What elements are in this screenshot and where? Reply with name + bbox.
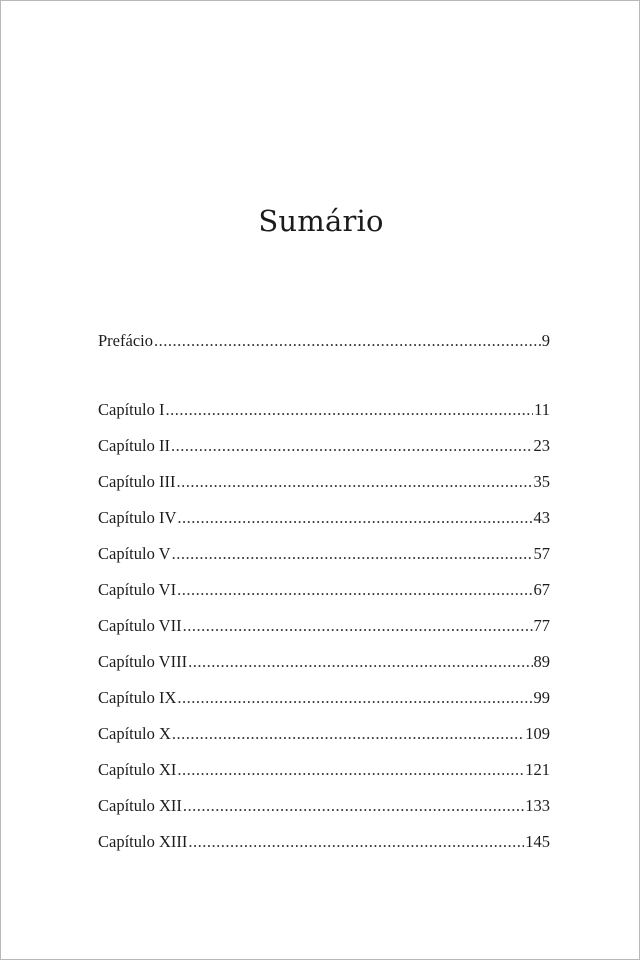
toc-entry-label: Capítulo XIII: [98, 832, 188, 851]
toc-entry-page: 133: [525, 796, 550, 815]
toc-entry-page: 77: [533, 616, 550, 635]
toc-entry-label: Prefácio: [98, 331, 153, 350]
toc-entry-page: 89: [533, 652, 550, 671]
toc-entry-chapter: [98, 752, 550, 788]
toc-entry-chapter: [98, 428, 550, 464]
toc-entry-chapter: [98, 500, 550, 536]
dot-leader: [188, 824, 524, 860]
toc-entry-label: Capítulo VIII: [98, 652, 188, 671]
toc-entry-label: Capítulo X: [98, 724, 171, 743]
toc-entry-page: 11: [534, 400, 550, 419]
toc-entry-label: Capítulo III: [98, 472, 176, 491]
dot-leader: [165, 392, 533, 428]
toc-entry-chapter: [98, 644, 550, 680]
dot-leader: [172, 716, 524, 752]
toc-entry-label: Capítulo XI: [98, 760, 177, 779]
toc-entry-label: Capítulo VII: [98, 616, 182, 635]
dot-leader: [176, 464, 532, 500]
toc-entry-label: Capítulo VI: [98, 580, 177, 599]
toc-entry-label: Capítulo IV: [98, 508, 177, 527]
toc-entry-label: Capítulo IX: [98, 688, 177, 707]
dot-leader: [177, 500, 532, 536]
toc-entry-chapter: [98, 572, 550, 608]
toc-entry-preface: [98, 323, 550, 359]
dot-leader: [154, 323, 541, 359]
page-title: Sumário: [258, 204, 384, 238]
toc-entry-page: 109: [525, 724, 550, 743]
toc-chapters-section: [98, 392, 550, 860]
toc-entry-label: Capítulo II: [98, 436, 170, 455]
toc-entry-chapter: [98, 788, 550, 824]
dot-leader: [172, 536, 533, 572]
toc-entry-page: 23: [533, 436, 550, 455]
toc-entry-page: 57: [533, 544, 550, 563]
toc-entry-page: 99: [533, 688, 550, 707]
toc-entry-chapter: [98, 464, 550, 500]
toc-entry-page: 121: [525, 760, 550, 779]
toc-entry-page: 67: [533, 580, 550, 599]
toc-entry-chapter: [98, 716, 550, 752]
toc-entry-chapter: [98, 536, 550, 572]
dot-leader: [183, 788, 524, 824]
toc-entry-page: 35: [533, 472, 550, 491]
toc-entry-chapter: [98, 680, 550, 716]
toc-entry-label: Capítulo V: [98, 544, 171, 563]
dot-leader: [177, 572, 532, 608]
toc-entry-page: 43: [533, 508, 550, 527]
dot-leader: [183, 608, 533, 644]
toc-entry-chapter: [98, 608, 550, 644]
dot-leader: [171, 428, 533, 464]
toc-entry-page: 145: [525, 832, 550, 851]
toc-entry-page: 9: [541, 331, 550, 350]
toc-entry-label: Capítulo XII: [98, 796, 182, 815]
toc-entry-chapter: [98, 824, 550, 860]
toc-entry-chapter: [98, 392, 550, 428]
dot-leader: [177, 752, 524, 788]
toc-preface-section: [98, 323, 550, 359]
dot-leader: [177, 680, 532, 716]
dot-leader: [188, 644, 532, 680]
toc-entry-label: Capítulo I: [98, 400, 165, 419]
